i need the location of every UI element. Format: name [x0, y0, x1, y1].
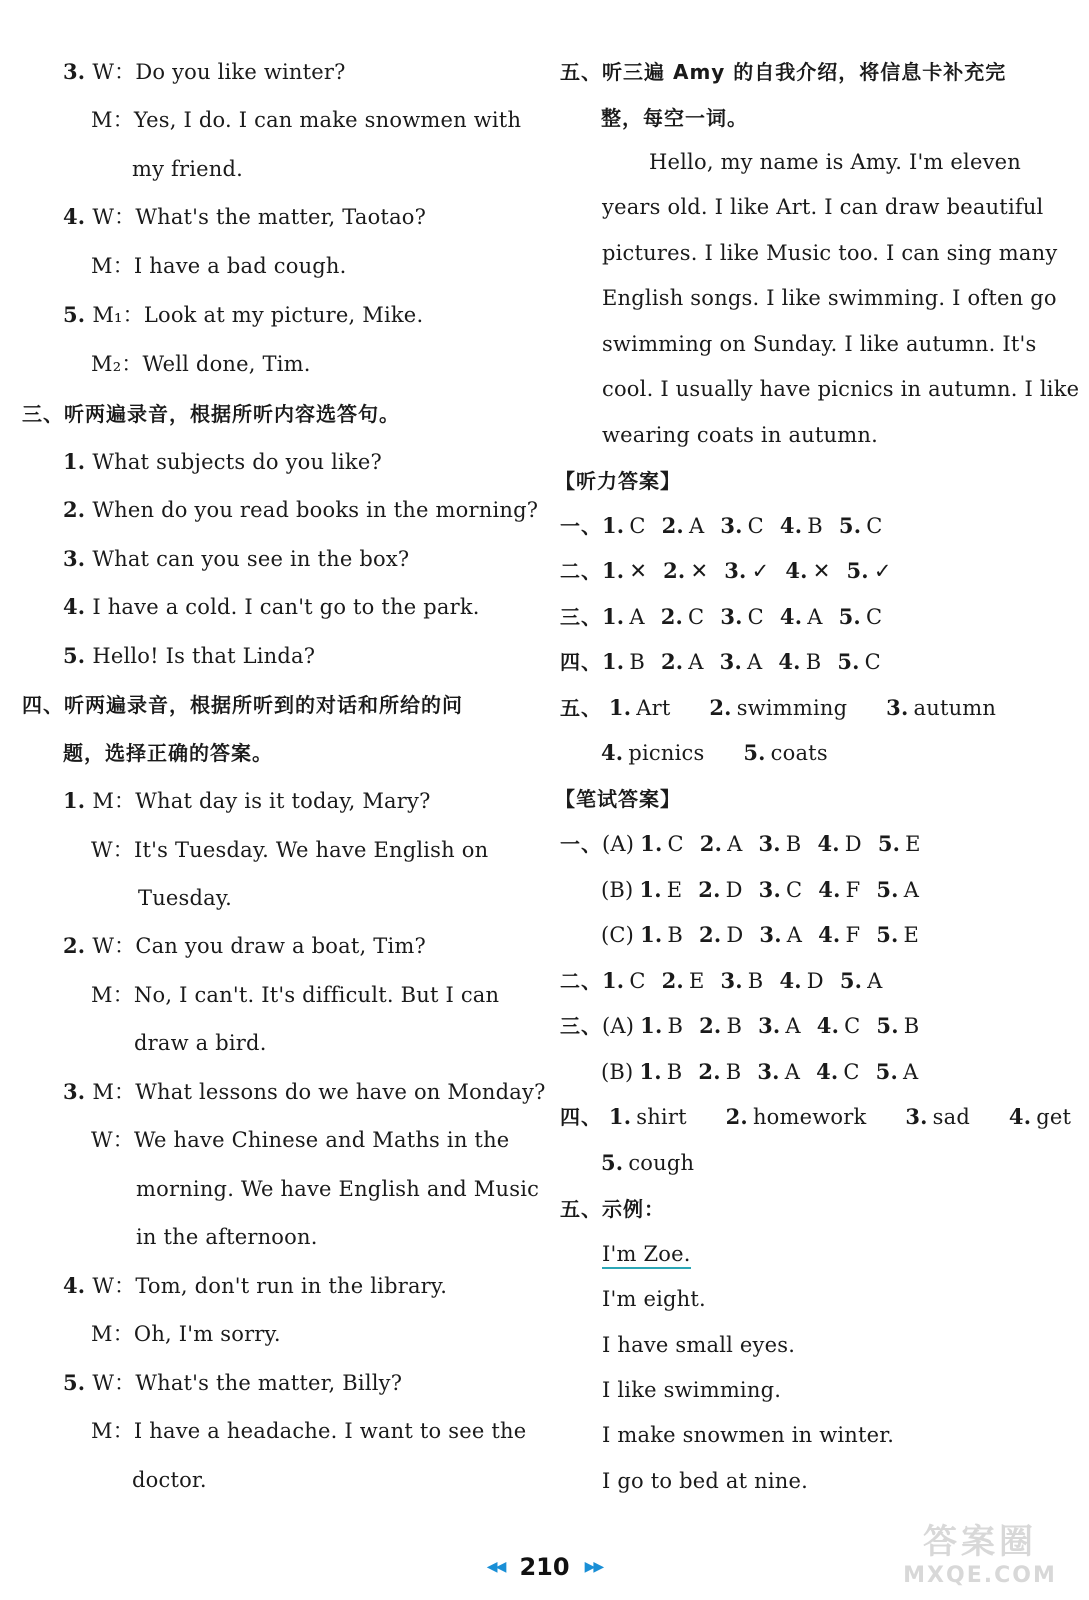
answer-number: 1.: [602, 604, 625, 629]
item-text: Hello! Is that Linda?: [92, 644, 316, 668]
answer-value: A: [786, 923, 803, 947]
answer-value: A: [629, 605, 645, 629]
example-line-3: [602, 1330, 795, 1360]
answer-number: 4.: [816, 1013, 840, 1038]
answer-number: 3.: [758, 877, 781, 902]
example-line-4: [602, 1375, 781, 1405]
answer-number: 3.: [759, 922, 782, 947]
passage-line-4: [602, 283, 1057, 313]
answer-value: B: [629, 650, 645, 674]
answer-value: C: [843, 1060, 860, 1084]
answer-number: 5.: [743, 740, 766, 765]
answer-number: 4.: [1008, 1104, 1032, 1129]
written-row-4a: [560, 1102, 1071, 1132]
answer-number: 2.: [709, 695, 732, 720]
passage-line-5: [602, 329, 1036, 359]
listening-row-3: [560, 602, 882, 632]
sec4-dialogue-5-line3: [132, 1465, 207, 1495]
answer-number: 5.: [837, 649, 860, 674]
section-5-title-line1: 五、听三遍 Amy 的自我介绍，将信息卡补充完: [560, 60, 1007, 84]
sub-group-tag: (B): [601, 1060, 634, 1084]
dialogue-text: M：I have a bad cough.: [91, 254, 347, 278]
answer-number: 3.: [758, 831, 781, 856]
row-label: 四、: [560, 650, 602, 674]
dialogue-text: M₁：Look at my picture, Mike.: [92, 303, 424, 327]
answer-value: ✓: [751, 559, 770, 583]
section-3-title: 三、听两遍录音，根据所听内容选答句。: [22, 402, 400, 426]
section-5-title-line2: 整，每空一词。: [601, 106, 748, 130]
answer-number: 2.: [698, 877, 721, 902]
answer-value: picnics: [628, 741, 705, 765]
answer-number: 3.: [758, 1013, 781, 1038]
answer-number: 2.: [725, 1104, 748, 1129]
answer-number: 4.: [818, 877, 841, 902]
sec4-dialogue-3-line3: [136, 1174, 539, 1204]
dialogue-text: W：It's Tuesday. We have English on: [91, 838, 489, 862]
item-number: 1.: [63, 449, 86, 474]
written-row-1a: [560, 829, 921, 859]
dialogue-text: M：I have a headache. I want to see the: [91, 1419, 527, 1443]
answer-number: 3.: [720, 968, 743, 993]
sec3-item-5: [63, 641, 315, 671]
item-number: 4.: [63, 204, 86, 229]
answer-value: homework: [752, 1105, 867, 1129]
answer-number: 3.: [886, 695, 909, 720]
answer-value: swimming: [736, 696, 848, 720]
sec3-item-1: [63, 447, 382, 477]
item-number: 2.: [63, 497, 86, 522]
example-line-2: [602, 1284, 706, 1314]
answer-number: 5.: [838, 513, 862, 538]
dialogue-4-line2: [91, 251, 347, 281]
example-line-1: [602, 1239, 691, 1269]
answer-value: ✕: [629, 559, 648, 583]
item-number: 3.: [63, 546, 86, 571]
answer-value: ✕: [690, 559, 709, 583]
written-answers-heading: 【笔试答案】: [555, 787, 681, 811]
passage-line-7: [602, 420, 878, 450]
answer-number: 5.: [877, 831, 901, 856]
dialogue-text: doctor.: [132, 1468, 207, 1492]
dialogue-text: draw a bird.: [134, 1031, 267, 1055]
dialogue-text: morning. We have English and Music: [136, 1177, 540, 1201]
answer-number: 2.: [699, 1013, 722, 1038]
answer-value: A: [903, 878, 920, 902]
item-number: 5.: [63, 643, 86, 668]
item-text: When do you read books in the morning?: [92, 498, 539, 522]
item-number: 2.: [63, 933, 86, 958]
dialogue-3-line1: [63, 57, 346, 87]
sec4-dialogue-3-line2: [91, 1125, 509, 1155]
answer-number: 5.: [839, 968, 863, 993]
sec4-dialogue-5-line2: [91, 1416, 527, 1446]
answer-value: C: [747, 514, 764, 538]
answer-number: 5.: [601, 1150, 624, 1175]
sec4-dialogue-5-line1: [63, 1368, 402, 1398]
sec4-dialogue-4-line2: [91, 1319, 281, 1349]
answer-number: 1.: [639, 1059, 662, 1084]
answer-value: C: [866, 514, 883, 538]
dialogue-text: M：Yes, I do. I can make snowmen with: [91, 108, 522, 132]
item-number: 3.: [63, 1079, 86, 1104]
sec4-dialogue-3-line4: [136, 1222, 318, 1252]
sec3-item-4: [63, 592, 480, 622]
row-label: 一、: [560, 514, 602, 538]
sub-group-tag: (C): [601, 923, 635, 947]
answer-number: 4.: [779, 968, 802, 993]
item-text: What subjects do you like?: [92, 450, 382, 474]
passage-text: pictures. I like Music too. I can sing many: [602, 241, 1058, 265]
listening-answers-heading: 【听力答案】: [555, 469, 681, 493]
dialogue-text: M：What lessons do we have on Monday?: [92, 1080, 546, 1104]
answer-number: 1.: [639, 877, 662, 902]
sec4-dialogue-2-line1: [63, 931, 426, 961]
watermark-text: 答案圈: [923, 1522, 1037, 1562]
item-number: 1.: [63, 788, 86, 813]
answer-number: 1.: [608, 1104, 632, 1129]
sec4-dialogue-2-line2: [91, 980, 509, 1010]
written-row-5-label: 五、示例：: [560, 1197, 665, 1221]
row-label: 一、: [560, 832, 602, 856]
listening-row-4: [560, 647, 881, 677]
sec4-dialogue-4-line1: [63, 1271, 447, 1301]
item-number: 5.: [63, 1370, 86, 1395]
answer-number: 2.: [660, 604, 684, 629]
answer-value: A: [903, 1060, 919, 1084]
answer-number: 4.: [817, 831, 840, 856]
answer-value: B: [747, 969, 764, 993]
item-text: What can you see in the box?: [92, 547, 410, 571]
passage-line-2: [602, 192, 1043, 222]
section-4-title-line1: 四、听两遍录音，根据所听到的对话和所给的问: [22, 693, 463, 717]
answer-number: 5.: [876, 1013, 899, 1038]
dialogue-text: W：We have Chinese and Maths in the: [91, 1128, 510, 1152]
sec4-dialogue-1-line1: [63, 786, 431, 816]
answer-number: 2.: [699, 831, 723, 856]
example-line-6: [602, 1466, 808, 1496]
dialogue-text: Tuesday.: [138, 886, 233, 910]
answer-value: C: [688, 605, 705, 629]
answer-number: 3.: [757, 1059, 780, 1084]
item-number: 4.: [63, 1273, 86, 1298]
sub-group-tag: (B): [601, 878, 634, 902]
answer-number: 1.: [608, 695, 632, 720]
answer-value: C: [629, 514, 646, 538]
sec4-dialogue-1-line2: [91, 835, 509, 865]
answer-number: 2.: [661, 513, 684, 538]
dialogue-text: W：What's the matter, Billy?: [92, 1371, 403, 1395]
answer-number: 1.: [602, 649, 625, 674]
answer-number: 5.: [875, 1059, 898, 1084]
listening-row-1: [560, 511, 883, 541]
passage-text: Hello, my name is Amy. I'm eleven: [649, 150, 1021, 174]
dialogue-4-line1: [63, 202, 426, 232]
answer-value: E: [905, 832, 921, 856]
answer-value: cough: [628, 1151, 695, 1175]
passage-text: swimming on Sunday. I like autumn. It's: [602, 332, 1037, 356]
answer-value: C: [747, 605, 764, 629]
answer-number: 1.: [602, 968, 625, 993]
example-text: I have small eyes.: [602, 1333, 796, 1357]
dialogue-text: M：No, I can't. It's difficult. But I can: [91, 983, 500, 1007]
passage-text: years old. I like Art. I can draw beautiful: [602, 195, 1044, 219]
answer-value: D: [844, 832, 862, 856]
answer-number: 5.: [838, 604, 861, 629]
sec4-dialogue-3-line1: [63, 1077, 546, 1107]
answer-number: 5.: [876, 877, 899, 902]
item-number: 3.: [63, 59, 86, 84]
sec4-dialogue-1-line3: [138, 883, 232, 913]
answer-number: 2.: [699, 922, 722, 947]
written-row-4b: [601, 1148, 694, 1178]
dialogue-text: W：Can you draw a boat, Tim?: [92, 934, 426, 958]
answer-number: 1.: [602, 513, 625, 538]
page-number: 210: [519, 1553, 570, 1581]
answer-number: 5.: [846, 558, 869, 583]
answer-number: 4.: [785, 558, 808, 583]
row-label: 二、: [560, 559, 602, 583]
example-line-5: [602, 1420, 894, 1450]
listening-row-2: [560, 556, 892, 586]
answer-number: 5.: [876, 922, 899, 947]
answer-value: A: [784, 1060, 801, 1084]
passage-line-1: [649, 147, 1021, 177]
answer-number: 1.: [640, 831, 663, 856]
answer-number: 1.: [602, 558, 625, 583]
sub-group-tag: (A): [602, 1014, 635, 1038]
answer-number: 3.: [719, 649, 742, 674]
answer-value: autumn: [913, 696, 997, 720]
dialogue-text: M₂：Well done, Tim.: [91, 352, 311, 376]
answer-value: A: [688, 514, 705, 538]
written-row-2: [560, 966, 883, 996]
answer-value: B: [903, 1014, 920, 1038]
watermark-logo: [885, 1522, 1075, 1598]
answer-number: 4.: [818, 922, 841, 947]
prev-arrows-icon: ◀◀: [486, 1559, 505, 1575]
answer-value: A: [807, 605, 823, 629]
dialogue-3-line3: [132, 154, 243, 184]
answer-value: B: [785, 832, 802, 856]
watermark-url: MXQE.COM: [903, 1563, 1057, 1588]
answer-value: B: [726, 1014, 743, 1038]
section-4-title-line2: 题，选择正确的答案。: [63, 741, 273, 765]
listening-row-5b: [601, 738, 828, 768]
sub-group-tag: (A): [602, 832, 635, 856]
item-number: 5.: [63, 302, 86, 327]
example-text: I go to bed at nine.: [602, 1469, 808, 1493]
answer-value: D: [725, 878, 743, 902]
written-row-1c: [601, 920, 919, 950]
passage-text: English songs. I like swimming. I often go: [602, 286, 1057, 310]
sec3-item-3: [63, 544, 409, 574]
answer-value: shirt: [636, 1105, 687, 1129]
answer-value: B: [667, 1014, 684, 1038]
dialogue-text: in the afternoon.: [136, 1225, 318, 1249]
dialogue-text: M：What day is it today, Mary?: [92, 789, 431, 813]
dialogue-text: M：Oh, I'm sorry.: [91, 1322, 281, 1346]
dialogue-5-line2: [91, 349, 311, 379]
example-text: I like swimming.: [602, 1378, 782, 1402]
answer-number: 4.: [816, 1059, 839, 1084]
sec4-dialogue-2-line3: [134, 1028, 267, 1058]
written-row-3b: [601, 1057, 918, 1087]
written-row-1b: [601, 875, 919, 905]
next-arrows-icon: ▶▶: [584, 1559, 603, 1575]
dialogue-text: W：Do you like winter?: [92, 60, 346, 84]
answer-number: 4.: [779, 604, 803, 629]
answer-number: 2.: [663, 558, 686, 583]
written-row-3a: [560, 1011, 919, 1041]
answer-value: B: [805, 650, 822, 674]
answer-value: A: [867, 969, 883, 993]
answer-number: 2.: [660, 649, 684, 674]
answer-value: C: [629, 969, 646, 993]
answer-value: C: [864, 650, 881, 674]
answer-number: 2.: [661, 968, 684, 993]
answer-number: 3.: [720, 513, 743, 538]
item-text: I have a cold. I can't go to the park.: [92, 595, 480, 619]
answer-value: F: [845, 923, 861, 947]
answer-value: coats: [770, 741, 828, 765]
answer-value: B: [667, 923, 684, 947]
answer-value: A: [727, 832, 743, 856]
answer-number: 4.: [779, 513, 803, 538]
answer-value: E: [688, 969, 705, 993]
row-label: 五、: [560, 696, 602, 720]
passage-text: wearing coats in autumn.: [602, 423, 878, 447]
answer-value: ✓: [873, 559, 892, 583]
answer-value: D: [806, 969, 824, 993]
answer-value: A: [785, 1014, 801, 1038]
answer-number: 3.: [720, 604, 743, 629]
answer-value: C: [865, 605, 883, 629]
answer-number: 3.: [724, 558, 747, 583]
answer-value: Art: [636, 696, 671, 720]
answer-value: get: [1036, 1105, 1072, 1129]
answer-value: B: [725, 1060, 742, 1084]
sec3-item-2: [63, 495, 538, 525]
dialogue-text: W：What's the matter, Taotao?: [92, 205, 427, 229]
answer-value: C: [667, 832, 684, 856]
row-label: 三、: [560, 1014, 602, 1038]
answer-value: F: [845, 878, 861, 902]
dialogue-5-line1: [63, 300, 423, 330]
answer-value: C: [844, 1014, 861, 1038]
listening-row-5a: [560, 693, 996, 723]
example-text: I'm eight.: [602, 1287, 706, 1311]
passage-line-6: [602, 374, 1079, 404]
dialogue-text: W：Tom, don't run in the library.: [92, 1274, 448, 1298]
answer-value: ✕: [812, 559, 831, 583]
answer-value: B: [666, 1060, 683, 1084]
item-number: 4.: [63, 594, 86, 619]
example-text: I'm Zoe.: [602, 1242, 691, 1269]
example-text: I make snowmen in winter.: [602, 1423, 895, 1447]
answer-number: 4.: [601, 740, 624, 765]
answer-value: E: [903, 923, 920, 947]
dialogue-3-line2: [91, 105, 522, 135]
answer-value: C: [785, 878, 803, 902]
answer-number: 1.: [640, 922, 663, 947]
answer-number: 4.: [778, 649, 801, 674]
answer-number: 1.: [640, 1013, 663, 1038]
answer-value: A: [688, 650, 704, 674]
answer-value: B: [807, 514, 823, 538]
row-label: 四、: [560, 1105, 602, 1129]
passage-text: cool. I usually have picnics in autumn. I like: [602, 377, 1080, 401]
answer-number: 2.: [698, 1059, 721, 1084]
dialogue-text: my friend.: [132, 157, 244, 181]
answer-value: D: [726, 923, 744, 947]
answer-value: sad: [932, 1105, 970, 1129]
row-label: 三、: [560, 605, 602, 629]
answer-value: A: [747, 650, 763, 674]
answer-number: 3.: [905, 1104, 928, 1129]
answer-value: E: [666, 878, 683, 902]
passage-line-3: [602, 238, 1057, 268]
row-label: 二、: [560, 969, 602, 993]
